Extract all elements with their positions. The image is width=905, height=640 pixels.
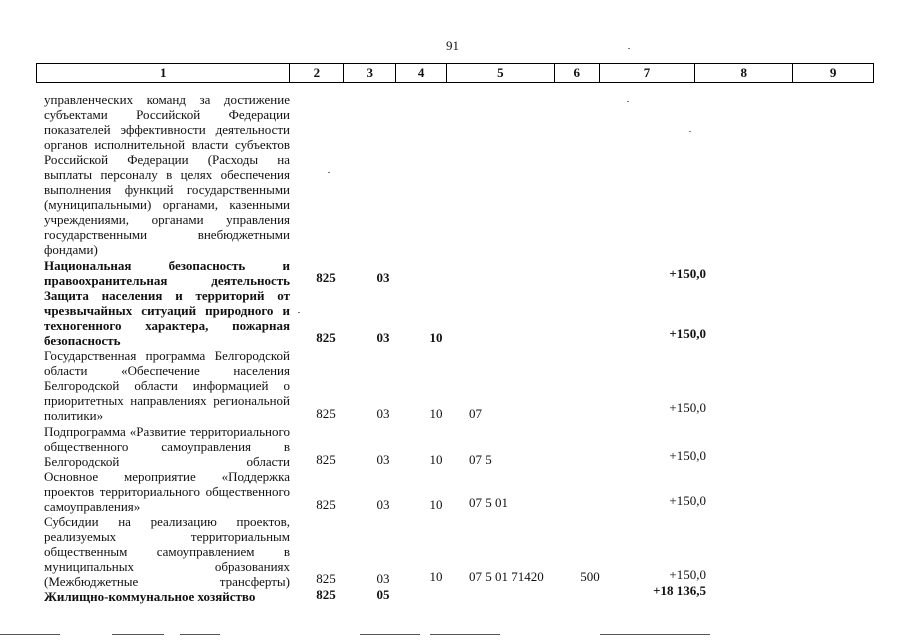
scan-artifact xyxy=(0,634,60,635)
scan-artifact xyxy=(430,634,500,635)
scan-artifact xyxy=(360,634,420,635)
cell-col7: +150,0 xyxy=(669,567,706,582)
column-header-6: 6 xyxy=(554,64,599,82)
column-header-2: 2 xyxy=(289,64,343,82)
column-header-5: 5 xyxy=(446,64,554,82)
cell-col4: 10 xyxy=(429,452,443,467)
cell-col5: 07 5 xyxy=(469,452,492,467)
cell-col2: 825 xyxy=(316,406,336,421)
cell-col7: +150,0 xyxy=(669,448,706,463)
row-description: Субсидии на реализацию проектов, реализуемых территориальным общественным самоуправлением в муниципальных образованиях (Межбюджетные трансферты) xyxy=(44,514,290,589)
cell-col7: +150,0 xyxy=(669,326,706,341)
scan-artifact xyxy=(112,634,164,635)
column-header-1: 1 xyxy=(159,65,167,80)
cell-col2: 825 xyxy=(316,452,336,467)
cell-col7: +18 136,5 xyxy=(653,583,706,598)
cell-col5: 07 5 01 xyxy=(469,495,508,510)
row-description: Жилищно-коммунальное хозяйство xyxy=(44,589,256,604)
scan-artifact xyxy=(600,634,710,635)
table-header xyxy=(36,63,874,83)
cell-col3: 05 xyxy=(376,587,390,602)
cell-col2: 825 xyxy=(316,571,336,586)
row-description: Подпрограмма «Развитие территориального общественного самоуправления в Белгородской области xyxy=(44,424,290,469)
cell-col2: 825 xyxy=(316,587,336,602)
scan-speck xyxy=(628,48,630,49)
column-header-4: 4 xyxy=(395,64,446,82)
cell-col4: 10 xyxy=(429,569,443,584)
cell-col7: +150,0 xyxy=(669,493,706,508)
column-header-7: 7 xyxy=(599,64,695,82)
row-description: Основное мероприятие «Поддержка проектов территориального общественного самоуправления» xyxy=(44,469,290,514)
cell-col3: 03 xyxy=(376,406,390,421)
cell-col5: 07 5 01 71420 xyxy=(469,569,544,584)
cell-col7: +150,0 xyxy=(669,400,706,415)
cell-col3: 03 xyxy=(376,571,390,586)
cell-col3: 03 xyxy=(376,452,390,467)
row-description: Национальная безопасность и правоохранительная деятельность xyxy=(44,258,290,288)
cell-col7: +150,0 xyxy=(669,266,706,281)
scan-speck xyxy=(627,101,629,102)
cell-col2: 825 xyxy=(316,270,336,285)
scan-speck xyxy=(689,131,691,132)
cell-col4: 10 xyxy=(429,406,443,421)
row-description: Государственная программа Белгородской области «Обеспечение населения Белгородской области информацией о приоритетных направлениях региональной политики» xyxy=(44,348,290,423)
scan-artifact xyxy=(180,634,220,635)
cell-col3: 03 xyxy=(376,270,390,285)
cell-col4: 10 xyxy=(429,330,443,345)
row-description: Защита населения и территорий от чрезвычайных ситуаций природного и техногенного характера, пожарная безопасность xyxy=(44,288,290,348)
cell-col6: 500 xyxy=(580,569,600,584)
cell-col2: 825 xyxy=(316,497,336,512)
scan-speck xyxy=(328,172,330,173)
column-header-9: 9 xyxy=(792,64,873,82)
column-header-3: 3 xyxy=(343,64,395,82)
cell-col3: 03 xyxy=(376,330,390,345)
row-description: управленческих команд за достижение субъектами Российской Федерации показателей эффективности деятельности органов исполнительной власти субъектов Российской Федерации (Расходы на выплаты персоналу в целях обеспечения выполнения функций государственными (муниципальными) органами, казенными учреждениями, органами управления государственными внебюджетными фондами) xyxy=(44,92,290,257)
scan-speck xyxy=(298,312,300,313)
cell-col5: 07 xyxy=(469,406,482,421)
cell-col4: 10 xyxy=(429,497,443,512)
cell-col3: 03 xyxy=(376,497,390,512)
page-number: 91 xyxy=(446,38,459,53)
column-header-8: 8 xyxy=(694,64,792,82)
cell-col2: 825 xyxy=(316,330,336,345)
